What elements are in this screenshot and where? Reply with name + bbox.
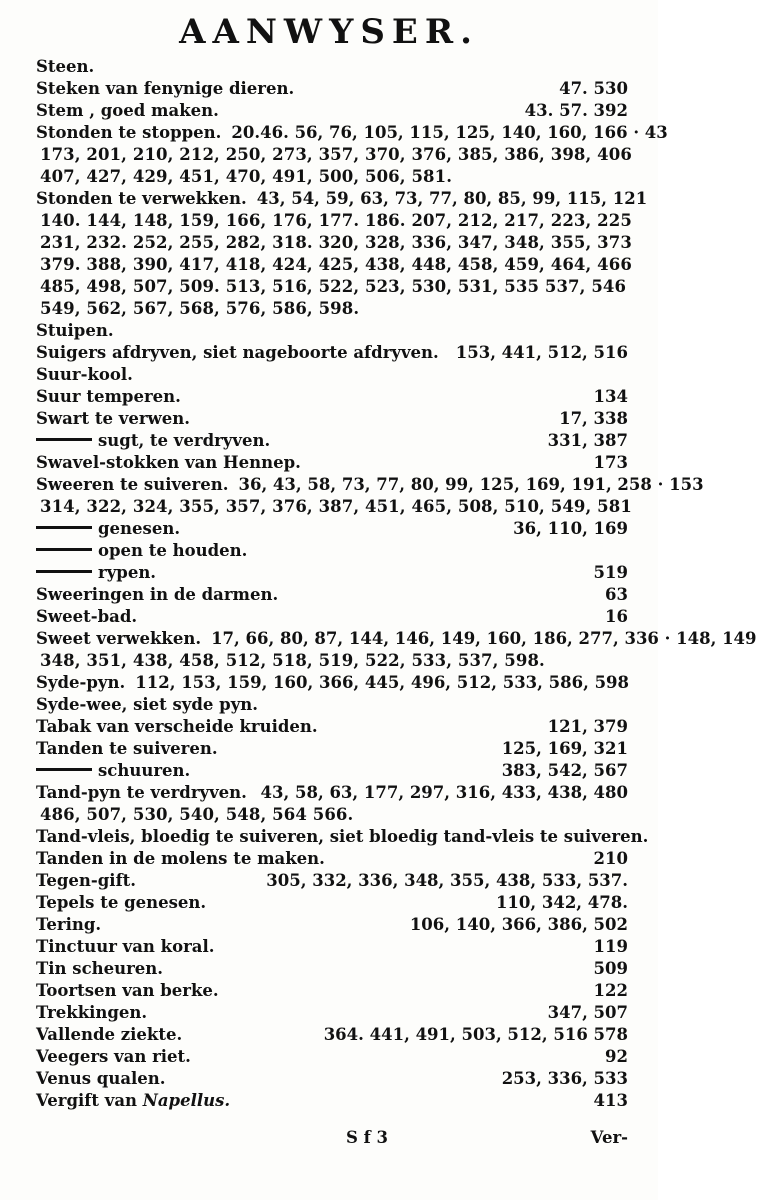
entry-term-text: rypen. bbox=[98, 563, 157, 582]
entry-term-text: Stuipen. bbox=[36, 321, 114, 340]
entry-row bbox=[36, 958, 628, 980]
entry-pages: 122 bbox=[593, 981, 628, 1000]
entry-term-text: Tanden te suiveren. bbox=[36, 739, 218, 758]
entry-row bbox=[36, 716, 628, 738]
entry-term bbox=[36, 892, 206, 914]
index-entry bbox=[36, 342, 628, 364]
entry-row bbox=[36, 848, 628, 870]
entry-term-text: Sweeringen in de darmen. bbox=[36, 585, 279, 604]
entry-term bbox=[36, 870, 136, 892]
entry-pages: 125, 169, 321 bbox=[501, 739, 628, 758]
entry-term bbox=[36, 474, 228, 496]
entry-row bbox=[36, 584, 628, 606]
entry-continuation: 486, 507, 530, 540, 548, 564 566. bbox=[40, 805, 354, 824]
entry-term-text: Tanden in de molens te maken. bbox=[36, 849, 325, 868]
entry-row bbox=[36, 100, 628, 122]
entry-term bbox=[36, 694, 258, 716]
entry-term-text: Swart te verwen. bbox=[36, 409, 190, 428]
entry-continuation: 407, 427, 429, 451, 470, 491, 500, 506, 581. bbox=[40, 167, 453, 186]
entry-term-text: Vergift van bbox=[36, 1091, 138, 1110]
entry-row bbox=[36, 540, 628, 562]
entry-row bbox=[36, 738, 628, 760]
entry-row bbox=[36, 452, 628, 474]
entry-pages: 63 bbox=[605, 585, 628, 604]
entry-term bbox=[36, 1046, 191, 1068]
entry-term-text: Suur-kool. bbox=[36, 365, 133, 384]
entry-term bbox=[36, 188, 247, 210]
entry-term bbox=[36, 408, 190, 430]
entry-row bbox=[36, 936, 628, 958]
entry-term-text: Trekkingen. bbox=[36, 1003, 148, 1022]
entry-pages: 92 bbox=[605, 1047, 628, 1066]
index-entry bbox=[36, 870, 628, 892]
entry-term bbox=[36, 122, 221, 144]
entry-pages: 112, 153, 159, 160, 366, 445, 496, 512, 533, 586, 598 bbox=[135, 673, 630, 692]
entry-continuation: 231, 232. 252, 255, 282, 318. 320, 328, 336, 347, 348, 355, 373 bbox=[40, 233, 632, 252]
entry-term-text: Venus qualen. bbox=[36, 1069, 166, 1088]
index-entry bbox=[36, 518, 628, 540]
entry-row bbox=[36, 320, 628, 342]
index-entry bbox=[36, 1090, 628, 1112]
entry-row bbox=[36, 1090, 628, 1112]
index-entry bbox=[36, 320, 628, 342]
entry-term bbox=[36, 980, 219, 1002]
index-entry bbox=[36, 1024, 628, 1046]
entry-term-text: schuuren. bbox=[98, 761, 191, 780]
entry-pages: 119 bbox=[593, 937, 628, 956]
entry-row bbox=[36, 672, 628, 694]
index-entry bbox=[36, 100, 628, 122]
entry-pages: 20.46. 56, 76, 105, 115, 125, 140, 160, 166 · 43 bbox=[231, 123, 668, 142]
entry-term-text: Steken van fenynige dieren. bbox=[36, 79, 295, 98]
entry-continuation: 314, 322, 324, 355, 357, 376, 387, 451, 465, 508, 510, 549, 581 bbox=[40, 497, 632, 516]
index-entry bbox=[36, 738, 628, 760]
entry-term bbox=[36, 914, 101, 936]
entry-pages: 253, 336, 533 bbox=[501, 1069, 628, 1088]
entry-term bbox=[36, 628, 201, 650]
entry-pages: 210 bbox=[593, 849, 628, 868]
entry-row bbox=[36, 826, 649, 848]
entry-continuation: 549, 562, 567, 568, 576, 586, 598. bbox=[40, 299, 360, 318]
index-entry bbox=[36, 364, 628, 386]
index-entry bbox=[36, 694, 628, 716]
entry-term-text: open te houden. bbox=[98, 541, 248, 560]
entry-term-text: Veegers van riet. bbox=[36, 1047, 191, 1066]
entry-pages: 134 bbox=[593, 387, 628, 406]
entry-row bbox=[36, 606, 628, 628]
index-entry bbox=[36, 474, 704, 518]
entry-row bbox=[36, 1002, 628, 1024]
entry-term bbox=[36, 958, 163, 980]
entry-row bbox=[36, 188, 648, 210]
entry-row bbox=[36, 78, 628, 100]
entry-term bbox=[36, 430, 270, 452]
entry-row bbox=[36, 782, 628, 804]
ditto-dash bbox=[36, 548, 92, 551]
entry-continuation: 348, 351, 438, 458, 512, 518, 519, 522, 533, 537, 598. bbox=[40, 651, 545, 670]
entry-pages: 36, 110, 169 bbox=[513, 519, 628, 538]
index-entry bbox=[36, 958, 628, 980]
entry-continuation: 173, 201, 210, 212, 250, 273, 357, 370, 376, 385, 386, 398, 406 bbox=[40, 145, 632, 164]
entry-term-text: Tering. bbox=[36, 915, 102, 934]
index-entries bbox=[36, 56, 757, 1112]
page-footer bbox=[36, 1128, 628, 1152]
entry-term bbox=[36, 1068, 166, 1090]
entry-pages: 17, 66, 80, 87, 144, 146, 149, 160, 186, 277, 336 · 148, 149 bbox=[211, 629, 757, 648]
entry-term bbox=[36, 78, 294, 100]
entry-continuation: 379. 388, 390, 417, 418, 424, 425, 438, 448, 458, 459, 464, 466 bbox=[40, 255, 632, 274]
index-entry bbox=[36, 562, 628, 584]
entry-term-text: Tabak van verscheide kruiden. bbox=[36, 717, 318, 736]
entry-row bbox=[36, 122, 668, 144]
index-entry bbox=[36, 452, 628, 474]
index-entry bbox=[36, 540, 628, 562]
entry-term-text: Sweeren te suiveren. bbox=[36, 475, 229, 494]
index-entry bbox=[36, 628, 757, 672]
entry-term-text: Stonden te stoppen. bbox=[36, 123, 222, 142]
index-entry bbox=[36, 848, 628, 870]
entry-pages: 47. 530 bbox=[559, 79, 628, 98]
entry-row bbox=[36, 892, 628, 914]
entry-term bbox=[36, 1024, 182, 1046]
entry-term bbox=[36, 936, 215, 958]
entry-term bbox=[36, 562, 156, 584]
index-entry bbox=[36, 1002, 628, 1024]
entry-term bbox=[36, 1002, 147, 1024]
entry-term-text: Sweet-bad. bbox=[36, 607, 138, 626]
entry-row bbox=[36, 386, 628, 408]
index-entry bbox=[36, 914, 628, 936]
entry-pages: 110, 342, 478. bbox=[495, 893, 628, 912]
index-entry bbox=[36, 408, 628, 430]
entry-row bbox=[36, 408, 628, 430]
entry-pages: 43, 54, 59, 63, 73, 77, 80, 85, 99, 115, 121 bbox=[256, 189, 648, 208]
entry-term-text: Steen. bbox=[36, 57, 95, 76]
index-entry bbox=[36, 760, 628, 782]
ditto-dash bbox=[36, 438, 92, 441]
entry-pages: 519 bbox=[593, 563, 628, 582]
index-entry bbox=[36, 386, 628, 408]
entry-term bbox=[36, 100, 219, 122]
entry-term bbox=[36, 386, 181, 408]
entry-row bbox=[36, 1024, 628, 1046]
entry-term bbox=[36, 738, 218, 760]
entry-row bbox=[36, 430, 628, 452]
entry-term-text: Syde-wee, siet syde pyn. bbox=[36, 695, 259, 714]
index-entry bbox=[36, 1046, 628, 1068]
entry-term-text: genesen. bbox=[98, 519, 181, 538]
ditto-dash bbox=[36, 768, 92, 771]
entry-term-text: Tinctuur van koral. bbox=[36, 937, 215, 956]
entry-term bbox=[36, 518, 180, 540]
entry-row bbox=[36, 1046, 628, 1068]
index-entry bbox=[36, 430, 628, 452]
entry-term bbox=[36, 760, 190, 782]
entry-row bbox=[36, 694, 628, 716]
entry-term-italic: Napellus. bbox=[142, 1091, 231, 1110]
entry-term bbox=[36, 672, 125, 694]
entry-pages: 347, 507 bbox=[547, 1003, 628, 1022]
signature-mark: S f 3 bbox=[346, 1128, 388, 1147]
entry-row bbox=[36, 474, 704, 496]
entry-term bbox=[36, 452, 301, 474]
entry-term bbox=[36, 1090, 230, 1112]
entry-pages: 17, 338 bbox=[559, 409, 628, 428]
entry-term bbox=[36, 826, 648, 848]
index-entry bbox=[36, 716, 628, 738]
index-entry bbox=[36, 188, 648, 320]
index-entry bbox=[36, 826, 649, 848]
entry-row bbox=[36, 342, 628, 364]
entry-term-text: Tand-pyn te verdryven. bbox=[36, 783, 247, 802]
entry-pages: 43. 57. 392 bbox=[524, 101, 628, 120]
entry-pages: 153, 441, 512, 516 bbox=[455, 343, 628, 362]
entry-term-text: Tegen-gift. bbox=[36, 871, 137, 890]
entry-term-text: Vallende ziekte. bbox=[36, 1025, 183, 1044]
entry-term bbox=[36, 716, 318, 738]
entry-pages: 36, 43, 58, 73, 77, 80, 99, 125, 169, 191, 258 · 153 bbox=[238, 475, 704, 494]
entry-pages: 413 bbox=[593, 1091, 628, 1110]
entry-term-text: Tin scheuren. bbox=[36, 959, 164, 978]
entry-row bbox=[36, 760, 628, 782]
catchword: Ver- bbox=[590, 1128, 628, 1147]
index-entry bbox=[36, 892, 628, 914]
entry-pages: 331, 387 bbox=[547, 431, 628, 450]
entry-continuation: 485, 498, 507, 509. 513, 516, 522, 523, 530, 531, 535 537, 546 bbox=[40, 277, 627, 296]
index-entry bbox=[36, 606, 628, 628]
entry-term-text: Tepels te genesen. bbox=[36, 893, 207, 912]
entry-pages: 106, 140, 366, 386, 502 bbox=[409, 915, 628, 934]
entry-pages: 121, 379 bbox=[547, 717, 628, 736]
entry-pages: 16 bbox=[605, 607, 628, 626]
index-entry bbox=[36, 56, 628, 78]
entry-pages: 173 bbox=[593, 453, 628, 472]
entry-term-text: Sweet verwekken. bbox=[36, 629, 202, 648]
entry-pages: 364. 441, 491, 503, 512, 516 578 bbox=[323, 1025, 628, 1044]
page-header: AANWYSER. bbox=[179, 12, 479, 52]
entry-row bbox=[36, 518, 628, 540]
entry-term-text: Toortsen van berke. bbox=[36, 981, 219, 1000]
entry-term-text: Tand-vleis, bloedig te suiveren, siet bloedig tand-vleis te suiveren. bbox=[36, 827, 649, 846]
entry-row bbox=[36, 914, 628, 936]
ditto-dash bbox=[36, 570, 92, 573]
entry-term bbox=[36, 320, 114, 342]
entry-term-text: Stem , goed maken. bbox=[36, 101, 219, 120]
entry-term bbox=[36, 848, 325, 870]
entry-row bbox=[36, 980, 628, 1002]
entry-term-text: sugt, te verdryven. bbox=[98, 431, 271, 450]
entry-pages: 43, 58, 63, 177, 297, 316, 433, 438, 480 bbox=[260, 783, 628, 802]
entry-term bbox=[36, 782, 247, 804]
entry-term bbox=[36, 342, 439, 364]
index-entry bbox=[36, 122, 668, 188]
entry-term-text: Suigers afdryven, siet nageboorte afdryven. bbox=[36, 343, 439, 362]
entry-term bbox=[36, 364, 133, 386]
index-entry bbox=[36, 936, 628, 958]
entry-term-text: Swavel-stokken van Hennep. bbox=[36, 453, 301, 472]
entry-pages: 509 bbox=[593, 959, 628, 978]
entry-continuation: 140. 144, 148, 159, 166, 176, 177. 186. 207, 212, 217, 223, 225 bbox=[40, 211, 632, 230]
entry-term bbox=[36, 540, 247, 562]
entry-row bbox=[36, 628, 757, 650]
entry-term bbox=[36, 584, 278, 606]
entry-term-text: Suur temperen. bbox=[36, 387, 181, 406]
index-entry bbox=[36, 782, 628, 826]
entry-row bbox=[36, 1068, 628, 1090]
index-entry bbox=[36, 584, 628, 606]
index-entry bbox=[36, 980, 628, 1002]
entry-term-text: Stonden te verwekken. bbox=[36, 189, 247, 208]
index-entry bbox=[36, 1068, 628, 1090]
entry-row bbox=[36, 56, 628, 78]
entry-pages: 383, 542, 567 bbox=[501, 761, 628, 780]
entry-row bbox=[36, 870, 628, 892]
entry-term bbox=[36, 56, 94, 78]
index-entry bbox=[36, 672, 628, 694]
entry-pages: 305, 332, 336, 348, 355, 438, 533, 537. bbox=[266, 871, 628, 890]
entry-term-text: Syde-pyn. bbox=[36, 673, 126, 692]
index-entry bbox=[36, 78, 628, 100]
entry-term bbox=[36, 606, 137, 628]
entry-row bbox=[36, 562, 628, 584]
ditto-dash bbox=[36, 526, 92, 529]
entry-row bbox=[36, 364, 628, 386]
